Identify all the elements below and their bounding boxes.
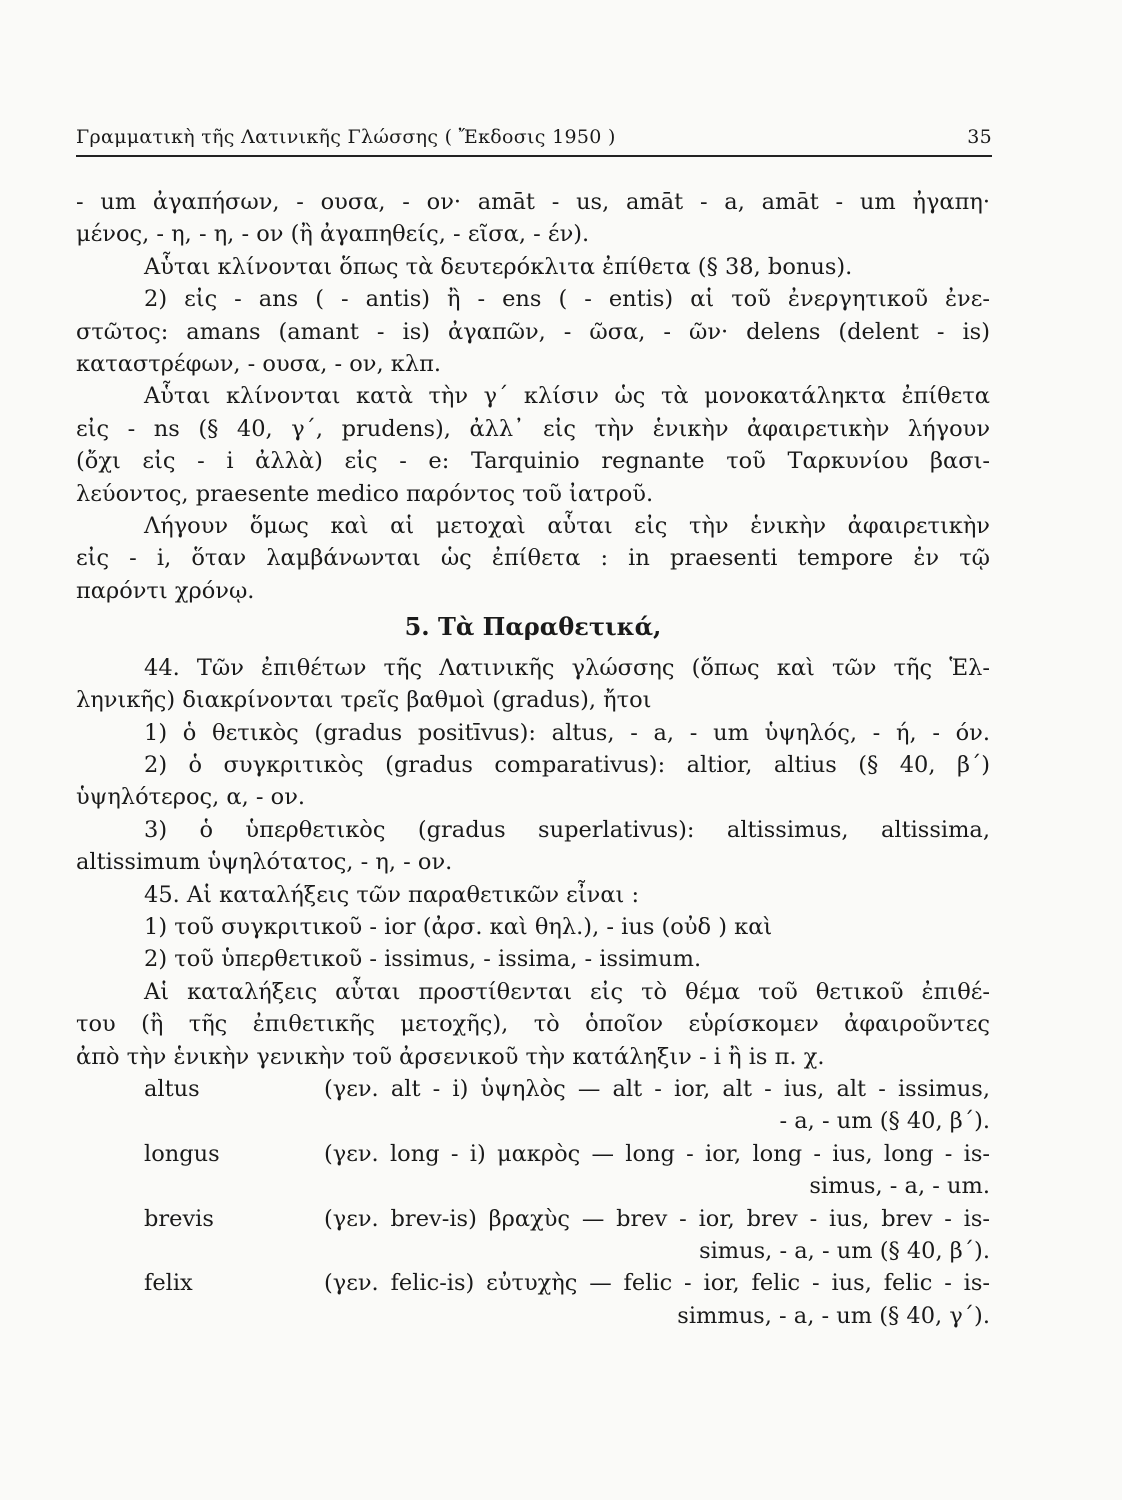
text-line: Λήγουν ὅμως καὶ αἱ μετοχαὶ αὗται εἰς τὴν ἑνικὴν ἀφαιρετικὴν bbox=[144, 513, 990, 540]
text-line: 1) τοῦ συγκριτικοῦ - ior (ἀρσ. καὶ θηλ.), - ius (οὐδ ) καὶ bbox=[144, 913, 773, 940]
text-line: Αὗται κλίνονται κατὰ τὴν γ΄ κλίσιν ὡς τὰ μονοκατάληκτα ἐπίθετα bbox=[144, 383, 990, 410]
text-line: Αὗται κλίνονται ὅπως τὰ δευτερόκλιτα ἐπίθετα (§ 38, bonus). bbox=[144, 253, 853, 280]
example-continuation: - a, - um (§ 40, β΄). bbox=[779, 1108, 990, 1135]
text-line: λεύοντος, praesente medico παρόντος τοῦ ἰατροῦ. bbox=[76, 480, 654, 507]
example-text: (γεν. alt - i) ὑψηλὸς — alt - ior, alt - ius, alt - issimus, bbox=[324, 1075, 990, 1102]
text-line: εἰς - i, ὅταν λαμβάνωνται ὡς ἐπίθετα : in praesenti tempore ἐν τῷ bbox=[76, 545, 990, 572]
text-line: ὑψηλότερος, α, - ον. bbox=[76, 784, 306, 811]
text-line: (ὄχι εἰς - i ἀλλὰ) εἰς - e: Tarquinio regnante τοῦ Ταρκυνίου βασι- bbox=[76, 448, 990, 475]
text-line: ληνικῆς) διακρίνονται τρεῖς βαθμοὶ (gradus), ἤτοι bbox=[76, 687, 652, 714]
example-row bbox=[76, 1267, 990, 1299]
example-row bbox=[76, 1138, 990, 1170]
example-row bbox=[76, 1203, 990, 1235]
running-header bbox=[76, 126, 992, 148]
text-line: μένος, - η, - η, - ον (ἢ ἀγαπηθείς, - εῖσα, - έν). bbox=[76, 221, 590, 248]
text-line: καταστρέφων, - ουσα, - ον, κλπ. bbox=[76, 351, 442, 378]
header-title: Γραμματικὴ τῆς Λατινικῆς Γλώσσης ( Ἔκδοσις 1950 ) bbox=[76, 126, 616, 148]
header-rule bbox=[76, 155, 992, 157]
page-body bbox=[76, 186, 990, 1332]
example-word: felix bbox=[144, 1270, 193, 1297]
example-text: (γεν. brev-is) βραχὺς — brev - ior, brev - ius, brev - is- bbox=[324, 1205, 990, 1232]
text-line: 2) τοῦ ὑπερθετικοῦ - issimus, - issima, - issimum. bbox=[144, 946, 702, 973]
example-text: (γεν. long - i) μακρὸς — long - ior, long - ius, long - is- bbox=[324, 1140, 990, 1167]
text-line: - um ἀγαπήσων, - ουσα, - ον· amāt - us, amāt - a, amāt - um ἠγαπη· bbox=[76, 189, 990, 215]
text-line: του (ἢ τῆς ἐπιθετικῆς μετοχῆς), τὸ ὁποῖον εὑρίσκομεν ἀφαιροῦντες bbox=[76, 1011, 990, 1038]
text-line: παρόντι χρόνῳ. bbox=[76, 577, 255, 604]
example-continuation: simus, - a, - um. bbox=[809, 1173, 990, 1200]
text-line: 44. Τῶν ἐπιθέτων τῆς Λατινικῆς γλώσσης (ὅπως καὶ τῶν τῆς Ἑλ- bbox=[144, 654, 990, 681]
example-text: (γεν. felic-is) εὐτυχὴς — felic - ior, felic - ius, felic - is- bbox=[324, 1270, 990, 1297]
text-line: 2) ὁ συγκριτικὸς (gradus comparativus): altior, altius (§ 40, β΄) bbox=[144, 751, 990, 778]
text-line: 45. Αἱ καταλήξεις τῶν παραθετικῶν εἶναι : bbox=[144, 881, 640, 908]
text-line: 3) ὁ ὑπερθετικὸς (gradus superlativus): altissimus, altissima, bbox=[144, 816, 990, 843]
example-word: longus bbox=[144, 1140, 220, 1167]
text-line: στῶτος: amans (amant - is) ἀγαπῶν, - ῶσα, - ῶν· delens (delent - is) bbox=[76, 318, 990, 345]
text-line: 2) εἰς - ans ( - antis) ἢ - ens ( - entis) αἱ τοῦ ἐνεργητικοῦ ἐνε- bbox=[144, 286, 990, 313]
section-heading: 5. Τὰ Παραθετικά, bbox=[404, 612, 662, 642]
page-number: 35 bbox=[967, 126, 992, 148]
text-line: altissimum ὑψηλότατος, - η, - ον. bbox=[76, 849, 453, 876]
text-line: 1) ὁ θετικὸς (gradus positīvus): altus, - a, - um ὑψηλός, - ή, - όν. bbox=[144, 719, 990, 746]
example-word: brevis bbox=[144, 1205, 214, 1232]
text-line: ἀπὸ τὴν ἑνικὴν γενικὴν τοῦ ἀρσενικοῦ τὴν κατάληξιν - i ἢ is π. χ. bbox=[76, 1043, 825, 1070]
example-continuation: simmus, - a, - um (§ 40, γ΄). bbox=[677, 1302, 990, 1329]
example-continuation: simus, - a, - um (§ 40, β΄). bbox=[699, 1238, 990, 1264]
text-line: Αἱ καταλήξεις αὗται προστίθενται εἰς τὸ θέμα τοῦ θετικοῦ ἐπιθέ- bbox=[144, 978, 990, 1005]
example-row bbox=[76, 1073, 990, 1105]
example-word: altus bbox=[144, 1075, 200, 1102]
text-line: εἰς - ns (§ 40, γ΄, prudens), ἀλλ᾽ εἰς τὴν ἑνικὴν ἀφαιρετικὴν λήγουν bbox=[76, 415, 990, 442]
